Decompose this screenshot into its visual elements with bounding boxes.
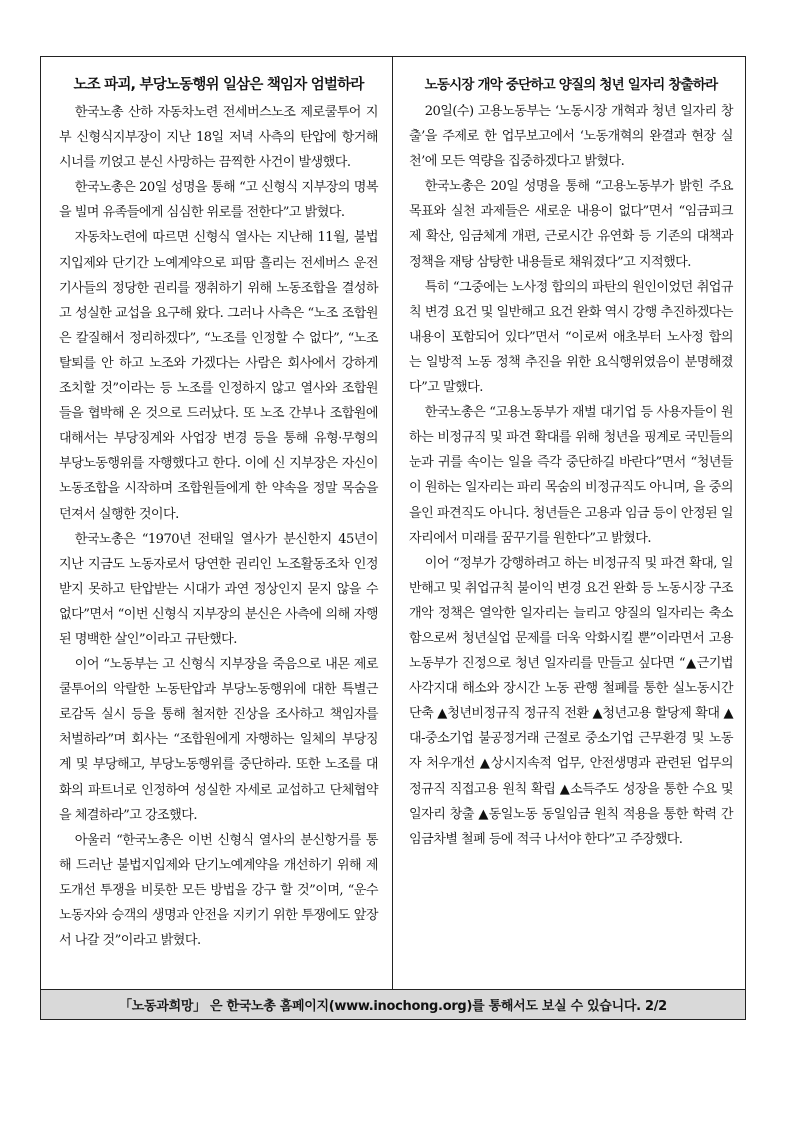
right-article [393, 57, 745, 989]
left-article-paragraph: 아울러 “한국노총은 이번 신형식 열사의 분신항거를 통해 드러난 불법지입제와 단기노예계약을 개선하기 위해 제도개선 투쟁을 비롯한 모든 방법을 강구 할 것”이며, “운수 노동자와 승객의 생명과 안전을 지키기 위한 투쟁에도 앞장 서 나갈 것”이라고 밝혔다. [59, 832, 378, 949]
left-article-paragraph: 한국노총은 20일 성명을 통해 “고 신형식 지부장의 명복을 빌며 유족들에게 심심한 위로를 전한다”고 밝혔다. [59, 180, 378, 221]
left-article-paragraph: 한국노총 산하 자동차노련 전세버스노조 제로쿨투어 지부 신형식지부장이 지난 18일 저녁 사측의 탄압에 항거해 시너를 끼얹고 분신 사망하는 끔찍한 사건이 발생했다. [59, 105, 378, 171]
footer-text: 「노동과희망」 은 한국노총 홈페이지(www.inochong.org)를 통해서도 보실 수 있습니다. 2/2 [119, 999, 667, 1014]
right-article-paragraph: 한국노총은 “고용노동부가 재벌 대기업 등 사용자들이 원하는 비정규직 및 파견 확대를 위해 청년을 핑계로 국민들의 눈과 귀를 속이는 일을 즉각 중단하길 바란다”면서 “청년들이 원하는 일자리는 파리 목숨의 비정규직도 아니며, 을 중의 을인 파견직도 아니다. 청년들은 고용과 임금 등이 안정된 일자리에서 미래를 꿈꾸기를 원한다”고 밝혔다. [409, 405, 733, 546]
left-article [41, 57, 393, 989]
right-article-headline: 노동시장 개악 중단하고 양질의 청년 일자리 창출하라 [424, 77, 718, 93]
left-article-headline: 노조 파괴, 부당노동행위 일삼은 책임자 엄벌하라 [73, 77, 364, 93]
right-article-paragraph: 특히 “그중에는 노사정 합의의 파탄의 원인이었던 취업규칙 변경 요건 및 일반해고 요건 완화 역시 강행 추진하겠다는 내용이 포함되어 있다”면서 “이로써 애초부터 노사정 합의는 일방적 노동 정책 추진을 위한 요식행위였음이 분명해졌다”고 말했다. [409, 279, 733, 396]
left-article-paragraph: 자동차노련에 따르면 신형식 열사는 지난해 11월, 불법지입제와 단기간 노예계약으로 피땀 흘리는 전세버스 운전기사들의 정당한 권리를 쟁취하기 위해 노동조합을 결성하고 성실한 교섭을 요구해 왔다. 그러나 사측은 “노조 조합원은 칼질해서 정리하겠다”, “노조를 인정할 수 없다”, “노조 탈퇴를 안 하고 노조와 가겠다는 사람은 회사에서 강하게 조치할 것”이라는 등 노조를 인정하지 않고 열사와 조합원들을 협박해 온 것으로 드러났다. 또 노조 간부나 조합원에 대해서는 부당징계와 사업장 변경 등을 통해 유형·무형의 부당노동행위를 자행했다고 한다. 이에 신 지부장은 자신이 노동조합을 시작하며 조합원들에게 한 약속을 정말 목숨을 던져서 실행한 것이다. [59, 230, 378, 522]
right-article-paragraph: 이어 “정부가 강행하려고 하는 비정규직 및 파견 확대, 일반해고 및 취업규칙 불이익 변경 요건 완화 등 노동시장 구조개악 정책은 열악한 일자리는 늘리고 양질의 일자리는 축소함으로써 청년실업 문제를 더욱 악화시킬 뿐”이라면서 고용노동부가 진정으로 청년 일자리를 만들고 싶다면 “▲근기법 사각지대 해소와 장시간 노동 관행 철폐를 통한 실노동시간 단축 ▲청년비정규직 정규직 전환 ▲청년고용 할당제 확대 ▲대-중소기업 불공정거래 근절로 중소기업 근무환경 및 노동자 처우개선 ▲상시지속적 업무, 안전생명과 관련된 업무의 정규직 직접고용 원칙 확립 ▲소득주도 성장을 통한 수요 및 일자리 창출 ▲동일노동 동일임금 원칙 적용을 통한 학력 간 임금차별 철폐 등에 적극 나서야 한다”고 주장했다. [409, 555, 733, 847]
left-article-paragraph: 이어 “노동부는 고 신형식 지부장을 죽음으로 내몬 제로쿨투어의 악랄한 노동탄압과 부당노동행위에 대한 특별근로감독 실시 등을 통해 철저한 진상을 조사하고 책임자를 처벌하라”며 회사는 “조합원에게 자행하는 일체의 부당징계 및 부당해고, 부당노동행위를 중단하라. 또한 노조를 대화의 파트너로 인정하여 성실한 자세로 교섭하고 단체협약을 체결하라”고 강조했다. [59, 657, 378, 823]
left-article-paragraph: 한국노총은 “1970년 전태일 열사가 분신한지 45년이 지난 지금도 노동자로서 당연한 권리인 노조활동조차 인정받지 못하고 탄압받는 시대가 과연 정상인지 묻지 않을 수 없다”면서 “이번 신형식 지부장의 분신은 사측에 의해 자행된 명백한 살인”이라고 규탄했다. [59, 531, 378, 647]
right-article-paragraph: 한국노총은 20일 성명을 통해 “고용노동부가 밝힌 주요 목표와 실천 과제들은 새로운 내용이 없다”면서 “임금피크제 확산, 임금체계 개편, 근로시간 유연화 등 기존의 대책과 정책을 재탕 삼탕한 내용들로 채워졌다”고 지적했다. [409, 179, 733, 270]
footer-banner [40, 990, 746, 1020]
right-article-paragraph: 20일(수) 고용노동부는 ‘노동시장 개혁과 청년 일자리 창출’을 주제로 한 업무보고에서 ‘노동개혁의 완결과 현장 실천’에 모든 역량을 집중하겠다고 밝혔다. [409, 104, 733, 170]
newsletter-frame [40, 56, 746, 990]
